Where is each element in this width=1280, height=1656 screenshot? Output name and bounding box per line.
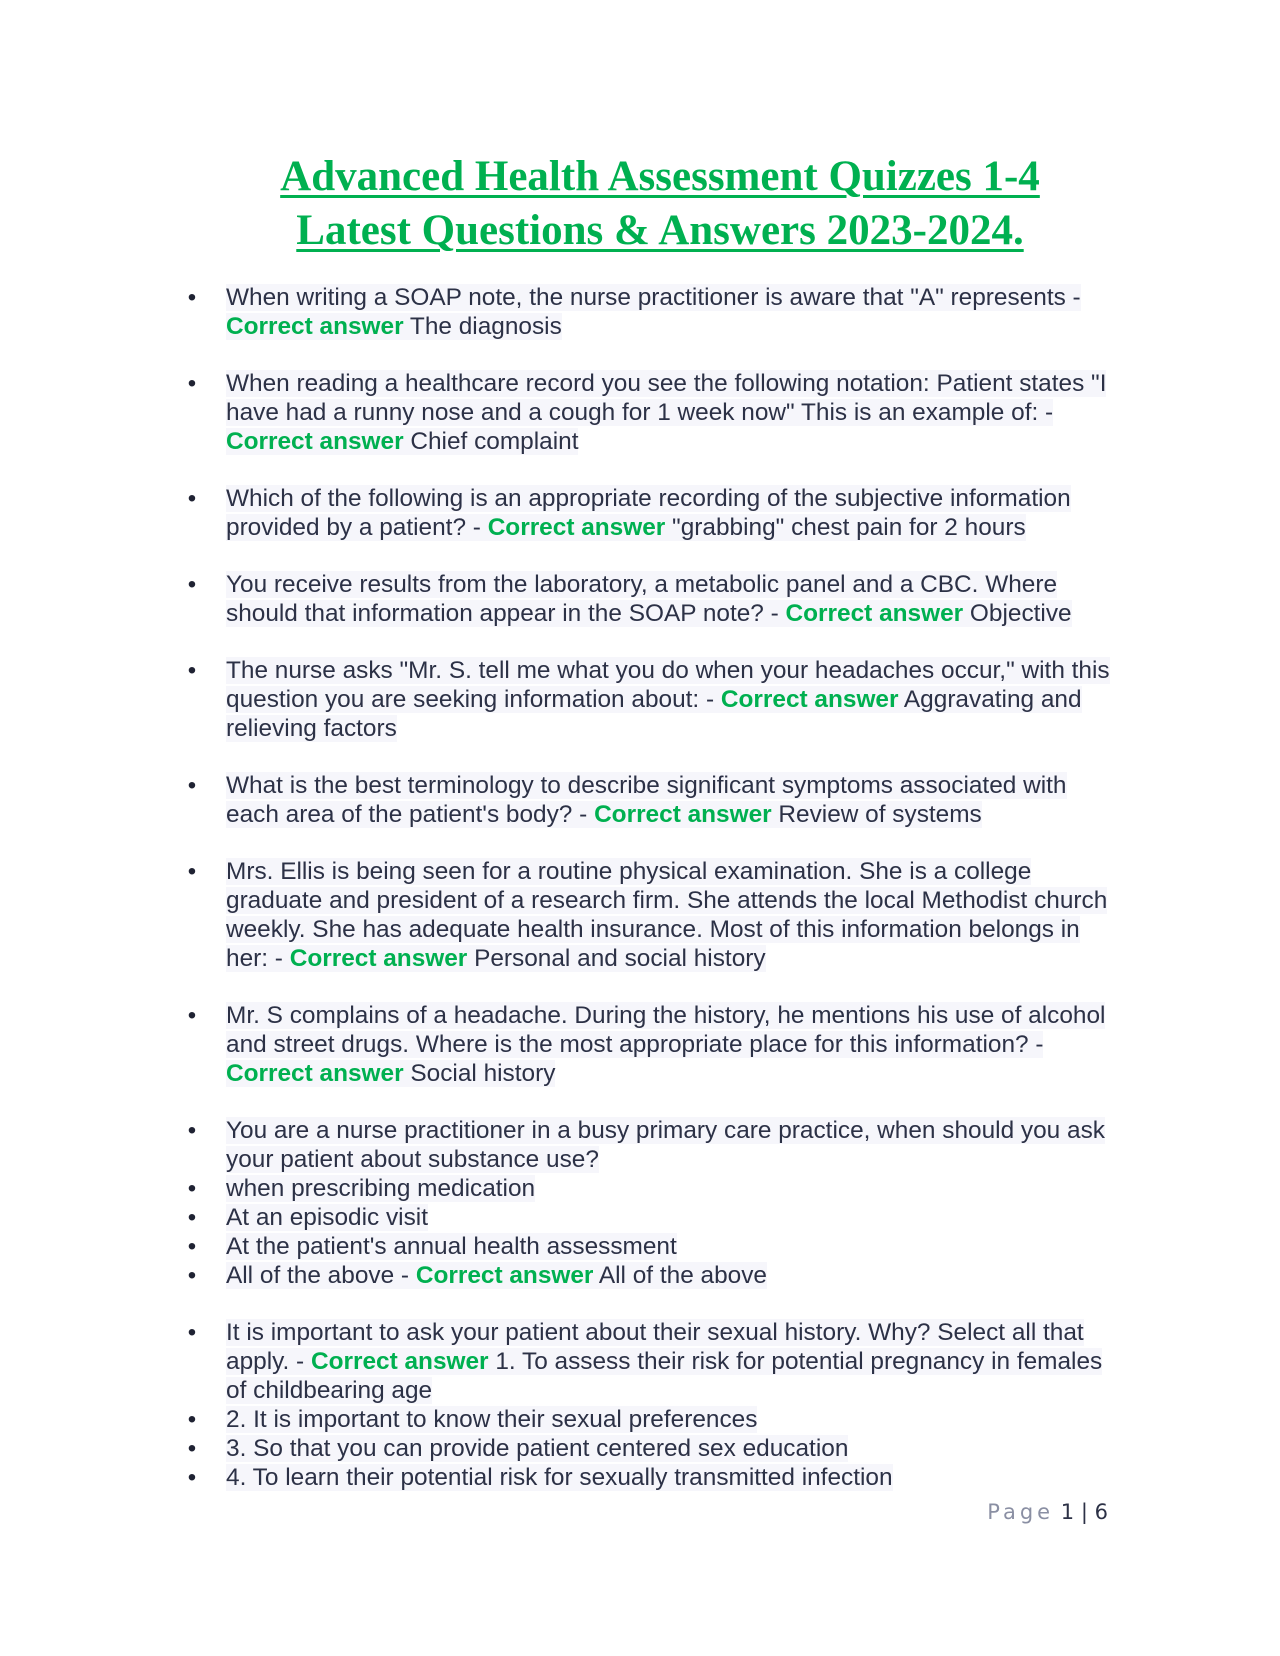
list-item (186, 1232, 1116, 1261)
correct-answer-label: Correct answer (226, 313, 404, 340)
page-label: Page (987, 1500, 1055, 1524)
list-item (186, 369, 1116, 456)
bullet-icon: • (187, 657, 197, 684)
title-line-2: Latest Questions & Answers 2023-2024. (296, 207, 1024, 254)
option-text: when prescribing medication (226, 1175, 536, 1202)
question-text: You receive results from the laboratory, a metabolic panel and a CBC. Where should that information appear in the SOAP note? - (226, 571, 1058, 627)
bullet-icon: • (187, 1204, 197, 1231)
list-item (186, 1116, 1116, 1174)
option-text: At the patient's annual health assessment (226, 1233, 677, 1260)
answer-text: 1. To assess their risk for potential pregnancy in females of childbearing age (226, 1348, 1103, 1404)
bullet-icon: • (187, 571, 197, 598)
correct-answer-label: Correct answer (226, 1060, 404, 1087)
bullet-icon: • (187, 858, 197, 885)
list-item (186, 283, 1116, 341)
question-list (186, 283, 1116, 1492)
option-text: 4. To learn their potential risk for sexually transmitted infection (226, 1464, 893, 1491)
answer-text: All of the above (593, 1262, 767, 1289)
list-item (186, 771, 1116, 829)
list-item (186, 857, 1116, 973)
bullet-icon: • (187, 370, 197, 397)
correct-answer-label: Correct answer (289, 945, 468, 972)
bullet-icon: • (187, 1464, 197, 1491)
correct-answer-label: Correct answer (226, 428, 404, 455)
list-item (186, 656, 1116, 743)
bullet-icon: • (187, 1117, 197, 1144)
question-text: The nurse asks "Mr. S. tell me what you do when your headaches occur," with this question you are seeking information about: - (226, 657, 1110, 713)
bullet-icon: • (187, 1262, 197, 1289)
question-text: Mr. S complains of a headache. During the history, he mentions his use of alcohol and street drugs. Where is the most appropriate place for this information? - (226, 1002, 1106, 1058)
answer-text: Personal and social history (467, 945, 766, 972)
answer-text: Chief complaint (403, 428, 579, 455)
total-pages-number: 6 (1094, 1500, 1108, 1524)
correct-answer-label: Correct answer (785, 600, 964, 627)
list-item (186, 1174, 1116, 1203)
question-text: It is important to ask your patient about their sexual history. Why? Select all that apply. - (226, 1319, 1084, 1375)
correct-answer-label: Correct answer (310, 1348, 489, 1375)
question-text: Which of the following is an appropriate recording of the subjective information provided by a patient? - (226, 485, 1071, 541)
option-text: 2. It is important to know their sexual preferences (226, 1406, 758, 1433)
document-title (150, 150, 1170, 258)
answer-text: "grabbing" chest pain for 2 hours (665, 514, 1026, 541)
correct-answer-label: Correct answer (594, 801, 772, 828)
list-item (186, 1001, 1116, 1088)
bullet-icon: • (187, 1233, 197, 1260)
current-page-number: 1 (1060, 1500, 1075, 1524)
bullet-icon: • (187, 1175, 197, 1202)
correct-answer-label: Correct answer (720, 686, 899, 713)
option-text: At an episodic visit (226, 1204, 428, 1231)
list-item (186, 1318, 1116, 1405)
bullet-icon: • (187, 1002, 197, 1029)
list-item (186, 1203, 1116, 1232)
question-text: What is the best terminology to describe significant symptoms associated with each area of the patient's body? - (226, 772, 1067, 828)
answer-text: The diagnosis (403, 313, 562, 340)
answer-text: Aggravating and relieving factors (226, 686, 1082, 742)
option-text: All of the above - (226, 1262, 416, 1289)
option-text: 3. So that you can provide patient centered sex education (226, 1435, 849, 1462)
bullet-icon: • (187, 485, 197, 512)
bullet-icon: • (187, 1319, 197, 1346)
bullet-icon: • (187, 284, 197, 311)
answer-text: Objective (963, 600, 1072, 627)
correct-answer-label: Correct answer (487, 514, 666, 541)
title-line-1: Advanced Health Assessment Quizzes 1-4 (280, 153, 1040, 200)
correct-answer-label: Correct answer (415, 1262, 594, 1289)
page-footer (987, 1500, 1108, 1524)
page-separator: | (1080, 1500, 1088, 1524)
list-item (186, 1405, 1116, 1434)
answer-text: Review of systems (771, 801, 982, 828)
question-text: When reading a healthcare record you see the following notation: Patient states "I have had a runny nose and a cough for 1 week now" This is an example of: - (226, 370, 1107, 426)
bullet-icon: • (187, 772, 197, 799)
answer-text: Social history (403, 1060, 556, 1087)
list-item (186, 1434, 1116, 1463)
bullet-icon: • (187, 1435, 197, 1462)
question-text: When writing a SOAP note, the nurse practitioner is aware that "A" represents - (226, 284, 1081, 311)
question-text: Mrs. Ellis is being seen for a routine physical examination. She is a college graduate and president of a research firm. She attends the local Methodist church weekly. She has adequate health insurance. Most of this information belongs in her: - (226, 858, 1108, 972)
question-text: You are a nurse practitioner in a busy primary care practice, when should you ask your patient about substance use? (226, 1117, 1105, 1173)
list-item (186, 484, 1116, 542)
list-item (186, 1463, 1116, 1492)
list-item (186, 570, 1116, 628)
list-item (186, 1261, 1116, 1290)
bullet-icon: • (187, 1406, 197, 1433)
